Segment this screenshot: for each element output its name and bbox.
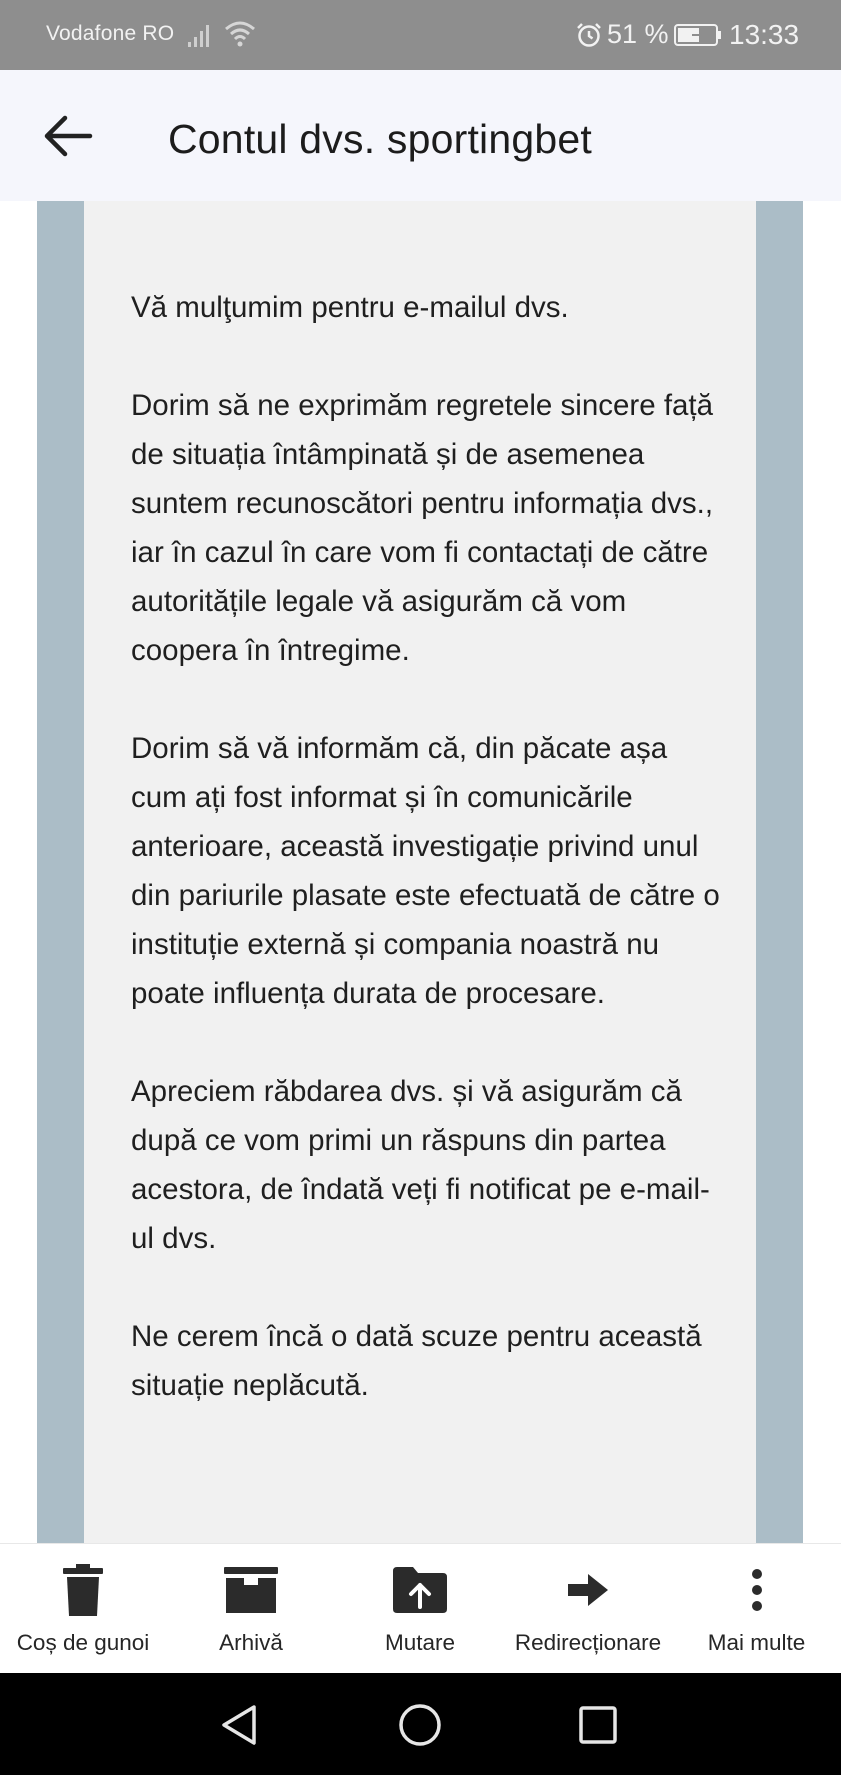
move-button[interactable] xyxy=(336,1544,504,1674)
email-paragraph: Vă mulţumim pentru e-mailul dvs. xyxy=(131,291,569,324)
page-title: Contul dvs. sportingbet xyxy=(168,116,592,162)
system-nav-bar xyxy=(0,1673,841,1775)
bottom-toolbar xyxy=(0,1543,841,1673)
email-paragraph: Apreciem răbdarea dvs. și vă asigurăm că după ce vom primi un răspuns din partea acestora, de îndată veți fi notificat pe e-mail-ul dvs. xyxy=(131,1075,710,1255)
signal-icon xyxy=(186,22,214,48)
delete-label: Coș de gunoi xyxy=(16,1630,150,1655)
clock: 13:33 xyxy=(729,19,800,50)
move-label: Mutare xyxy=(384,1630,456,1655)
recents-square-icon[interactable] xyxy=(574,1701,622,1749)
arrow-left-icon xyxy=(42,114,94,158)
forward-label: Redirecționare xyxy=(514,1630,662,1655)
trash-icon xyxy=(62,1564,104,1616)
alarm-icon xyxy=(576,22,602,48)
email-paragraph: Dorim să ne exprimăm regretele sincere față de situația întâmpinată și de asemenea suntem recunoscători pentru informația dvs., iar în cazul în care vom fi contactați de către autoritățile legale vă asigurăm că vom coopera în întregime. xyxy=(131,389,714,667)
email-paragraph: Dorim să vă informăm că, din păcate așa cum ați fost informat și în comunicările anterioare, această investigație privind unul din pariurile plasate este efectuată de către o instituție externă și compania noastră nu poate influența durata de procesare. xyxy=(131,732,720,1010)
email-body xyxy=(131,283,731,1459)
home-circle-icon[interactable] xyxy=(396,1701,444,1749)
forward-arrow-icon xyxy=(568,1574,608,1606)
app-header xyxy=(0,70,841,201)
back-button[interactable] xyxy=(38,108,98,164)
more-vertical-icon xyxy=(751,1568,763,1612)
email-paragraph: Ne cerem încă o dată scuze pentru această situație neplăcută. xyxy=(131,1320,702,1402)
carrier-name: Vodafone RO xyxy=(46,22,175,45)
back-triangle-icon[interactable] xyxy=(216,1701,264,1749)
forward-button[interactable] xyxy=(504,1544,672,1674)
move-folder-icon xyxy=(393,1567,447,1613)
archive-icon xyxy=(224,1567,278,1613)
more-label: Mai multe xyxy=(707,1630,806,1655)
status-bar xyxy=(0,0,841,70)
archive-button[interactable] xyxy=(166,1544,336,1674)
more-button[interactable] xyxy=(672,1544,841,1674)
battery-percent: 51 % xyxy=(607,19,669,49)
email-content[interactable] xyxy=(0,201,841,1543)
archive-label: Arhivă xyxy=(219,1630,283,1655)
delete-button[interactable] xyxy=(0,1544,166,1674)
wifi-icon xyxy=(224,20,256,48)
battery-charging-icon xyxy=(674,24,722,46)
